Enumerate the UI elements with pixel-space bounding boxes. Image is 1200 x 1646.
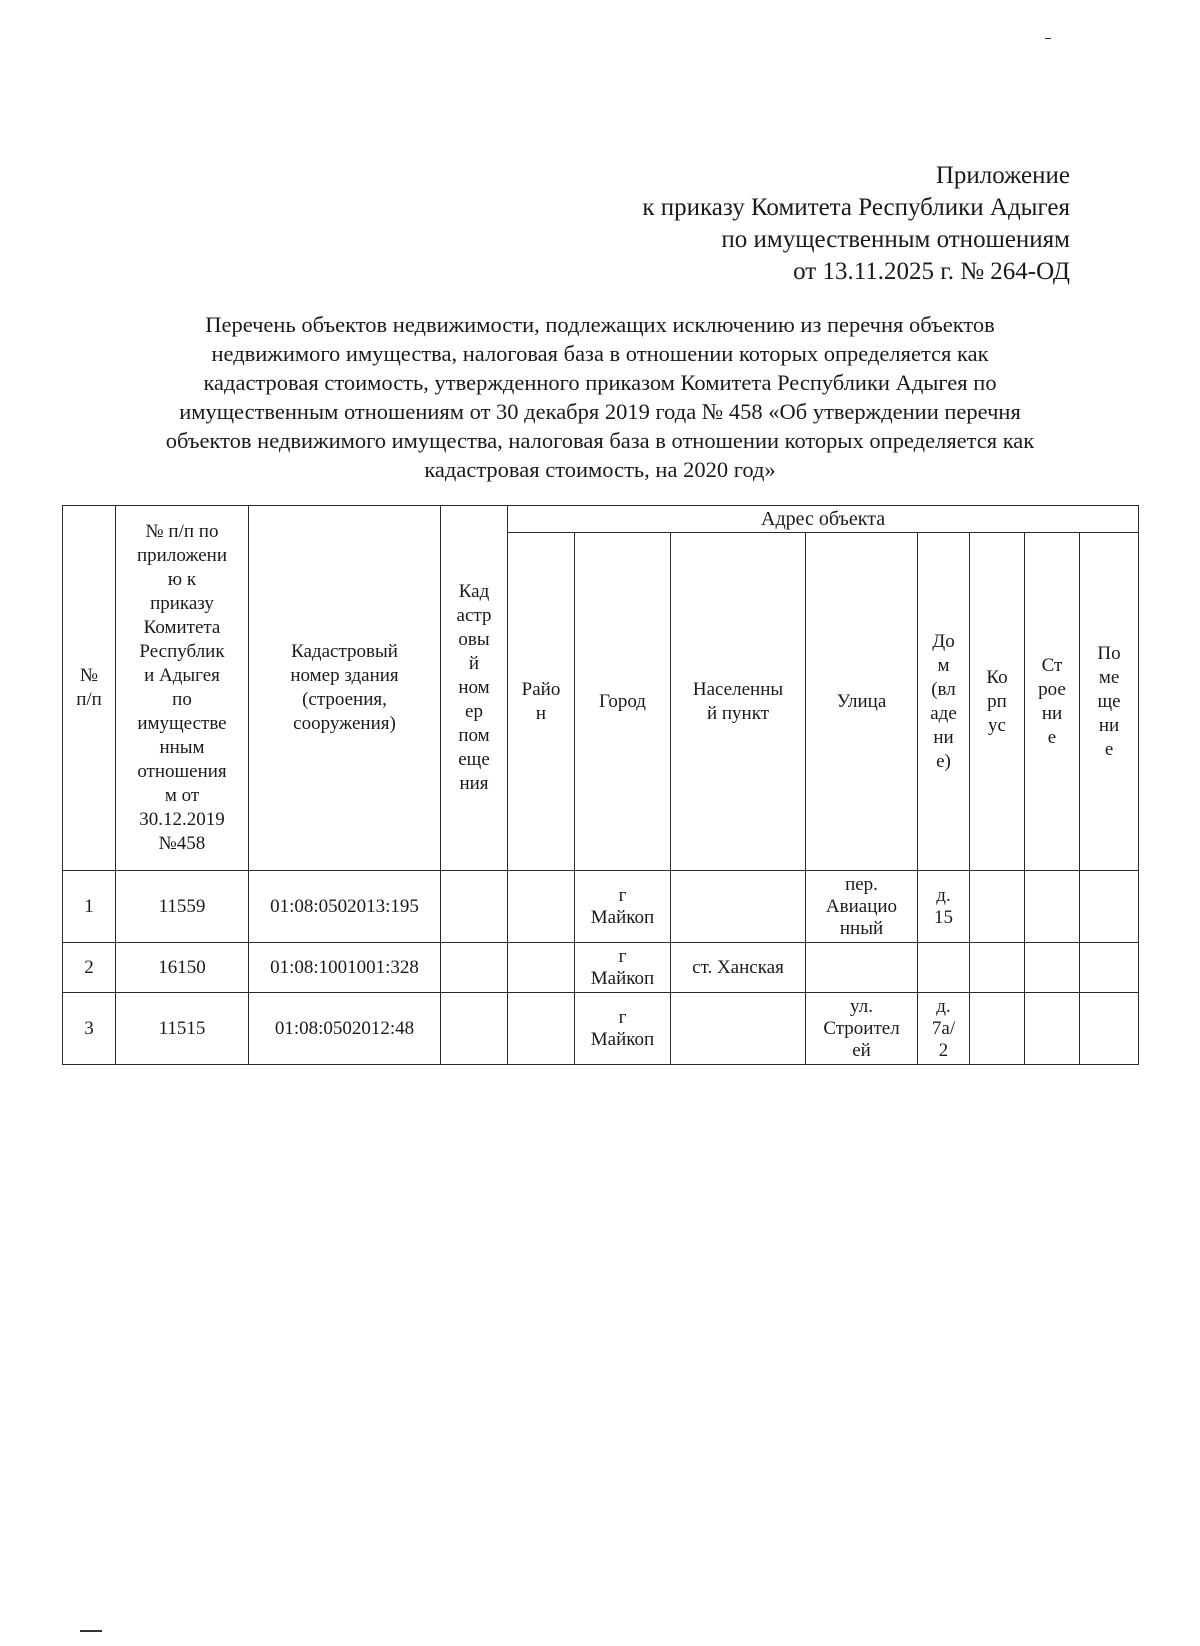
cell-building-cadastral: 01:08:0502012:48	[249, 993, 441, 1065]
cell-city: г Майкоп	[575, 871, 671, 943]
heading-line: кадастровая стоимость, на 2020 год»	[424, 457, 776, 482]
cell-block	[970, 943, 1025, 993]
cell-building-cadastral: 01:08:1001001:328	[249, 943, 441, 993]
cell-house: д. 7а/ 2	[918, 993, 970, 1065]
header-house: До м (вл аде ни е)	[918, 533, 970, 871]
header-premise-cadastral: Кад астр овы й ном ер пом еще ния	[441, 506, 508, 871]
cell-appendix-num: 11559	[116, 871, 249, 943]
header-structure: Ст рое ни е	[1025, 533, 1080, 871]
cell-house	[918, 943, 970, 993]
cell-district	[508, 993, 575, 1065]
appendix-line: к приказу Комитета Республики Адыгея	[642, 194, 1070, 221]
header-address-group: Адрес объекта	[508, 506, 1139, 533]
header-building-cadastral: Кадастровый номер здания (строения, сооружения)	[249, 506, 441, 871]
cell-settlement	[671, 993, 806, 1065]
cell-street: пер. Авиацио нный	[806, 871, 918, 943]
table-row	[63, 993, 1139, 1065]
cell-num: 3	[63, 993, 116, 1065]
cell-street	[806, 943, 918, 993]
cell-premise-cadastral	[441, 993, 508, 1065]
scan-mark	[80, 1630, 102, 1632]
cell-num: 2	[63, 943, 116, 993]
cell-block	[970, 871, 1025, 943]
header-premise: По ме ще ни е	[1080, 533, 1139, 871]
cell-appendix-num: 16150	[116, 943, 249, 993]
cell-settlement: ст. Ханская	[671, 943, 806, 993]
cell-district	[508, 943, 575, 993]
cell-num: 1	[63, 871, 116, 943]
cell-city: г Майкоп	[575, 943, 671, 993]
cell-block	[970, 993, 1025, 1065]
heading-line: объектов недвижимого имущества, налоговая база в отношении которых определяется как	[165, 428, 1035, 453]
appendix-line: от 13.11.2025 г. № 264-ОД	[793, 258, 1070, 285]
table-row	[63, 871, 1139, 943]
scan-mark	[1045, 38, 1051, 39]
objects-table	[62, 505, 1139, 1065]
header-settlement: Населенны й пункт	[671, 533, 806, 871]
heading-line: имущественным отношениям от 30 декабря 2019 года № 458 «Об утверждении перечня	[179, 399, 1021, 424]
header-street: Улица	[806, 533, 918, 871]
cell-structure	[1025, 993, 1080, 1065]
cell-structure	[1025, 943, 1080, 993]
cell-building-cadastral: 01:08:0502013:195	[249, 871, 441, 943]
cell-district	[508, 871, 575, 943]
table-row	[63, 943, 1139, 993]
cell-premise-cadastral	[441, 871, 508, 943]
cell-structure	[1025, 871, 1080, 943]
cell-street: ул. Строител ей	[806, 993, 918, 1065]
cell-premise-cadastral	[441, 943, 508, 993]
header-district: Райо н	[508, 533, 575, 871]
cell-settlement	[671, 871, 806, 943]
header-num: № п/п	[63, 506, 116, 871]
header-city: Город	[575, 533, 671, 871]
cell-premise	[1080, 871, 1139, 943]
appendix-line: Приложение	[935, 162, 1070, 189]
cell-appendix-num: 11515	[116, 993, 249, 1065]
document-heading	[100, 310, 1100, 484]
heading-line: недвижимого имущества, налоговая база в отношении которых определяется как	[211, 341, 989, 366]
heading-line: кадастровая стоимость, утвержденного приказом Комитета Республики Адыгея по	[203, 370, 997, 395]
cell-city: г Майкоп	[575, 993, 671, 1065]
cell-house: д. 15	[918, 871, 970, 943]
heading-line: Перечень объектов недвижимости, подлежащих исключению из перечня объектов	[205, 312, 995, 337]
header-appendix-num: № п/п по приложени ю к приказу Комитета Республик и Адыгея по имуществе нным отношения м от 30.12.2019 №458	[116, 506, 249, 871]
appendix-line: по имущественным отношениям	[721, 226, 1070, 253]
cell-premise	[1080, 943, 1139, 993]
header-block: Ко рп ус	[970, 533, 1025, 871]
appendix-block	[642, 160, 1070, 288]
cell-premise	[1080, 993, 1139, 1065]
